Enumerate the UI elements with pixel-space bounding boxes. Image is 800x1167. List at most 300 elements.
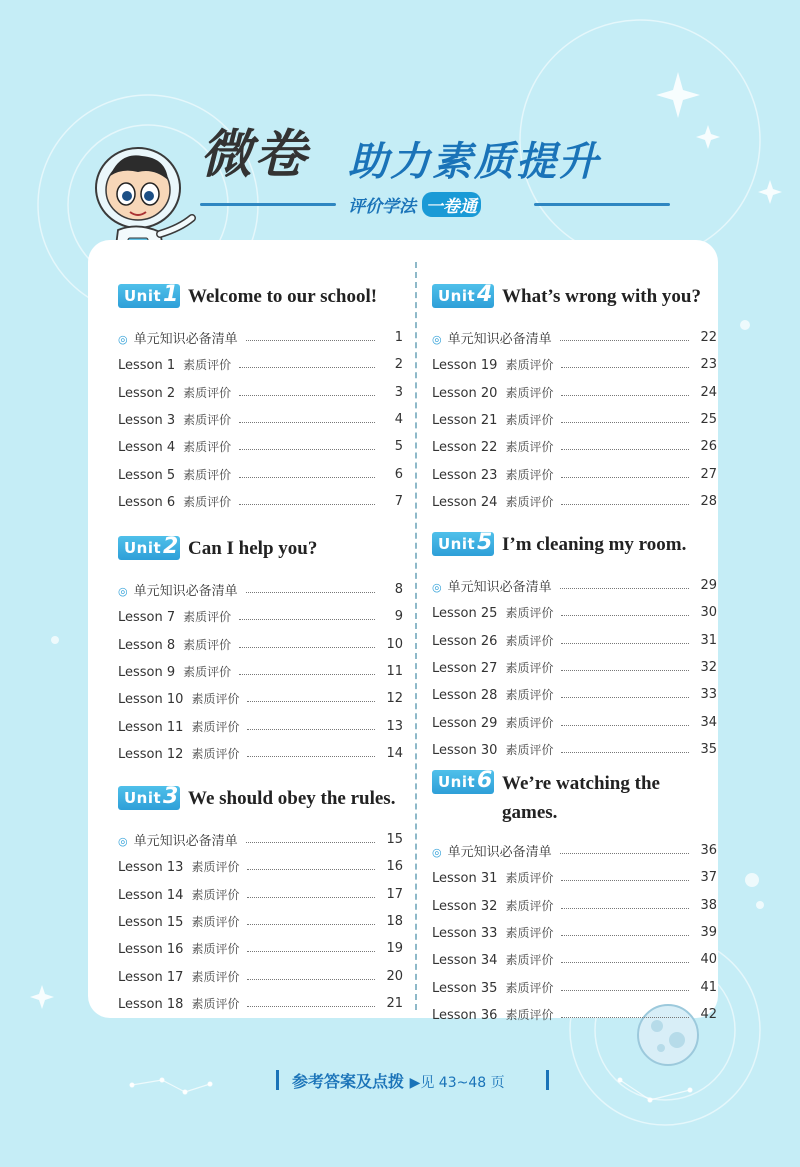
unit-row-list <box>432 837 717 1028</box>
page-number: 22 <box>700 330 717 346</box>
unit-title: Can I help you? <box>188 538 318 559</box>
row-kind: 素质评价 <box>183 467 232 482</box>
row-kind: 素质评价 <box>505 715 554 730</box>
row-label: Lesson 4 <box>118 440 176 456</box>
row-label-group <box>118 940 239 957</box>
unit-number: 6 <box>477 768 493 793</box>
page-number: 1 <box>394 330 403 346</box>
unit-badge-label: Unit <box>124 287 162 305</box>
unit-badge-label: Unit <box>438 535 476 553</box>
lesson-row[interactable] <box>432 379 717 406</box>
page-number: 25 <box>700 412 717 428</box>
lesson-row[interactable] <box>118 990 403 1017</box>
row-kind: 素质评价 <box>183 413 232 428</box>
lesson-row[interactable] <box>118 433 403 460</box>
row-label: Lesson 30 <box>432 742 498 758</box>
row-kind: 素质评价 <box>505 467 554 482</box>
row-kind: 素质评价 <box>505 871 554 886</box>
lesson-row[interactable] <box>432 736 717 763</box>
dot-leader <box>239 674 375 675</box>
dot-leader <box>247 869 375 870</box>
page-number: 36 <box>700 843 717 859</box>
lesson-row[interactable] <box>432 406 717 433</box>
row-label-group <box>432 384 553 401</box>
unit-badge <box>118 786 180 810</box>
dot-leader <box>561 1017 689 1018</box>
row-label-group <box>118 580 238 599</box>
unit-title: We should obey the rules. <box>188 788 396 809</box>
lesson-row[interactable] <box>432 708 717 735</box>
dot-leader <box>561 422 689 423</box>
dot-leader <box>560 853 689 854</box>
row-label-group <box>432 714 553 731</box>
row-label-group <box>432 356 553 373</box>
row-label: Lesson 18 <box>118 996 184 1012</box>
dot-leader <box>239 647 375 648</box>
row-kind: 素质评价 <box>183 610 232 625</box>
unit-section <box>432 284 717 515</box>
dot-leader <box>561 449 689 450</box>
page-number: 10 <box>386 636 403 652</box>
dot-leader <box>561 643 689 644</box>
row-label: Lesson 19 <box>432 358 498 374</box>
unit-header <box>432 768 717 823</box>
page-number: 17 <box>386 886 403 902</box>
lesson-row[interactable] <box>432 864 717 891</box>
page-number: 30 <box>700 605 717 621</box>
row-label-group <box>432 869 553 886</box>
row-kind: 素质评价 <box>505 688 554 703</box>
row-label-group <box>432 604 553 621</box>
row-label: Lesson 36 <box>432 1007 498 1023</box>
dot-leader <box>239 504 375 505</box>
unit-header <box>118 786 403 816</box>
dot-leader <box>239 395 375 396</box>
lesson-row[interactable] <box>118 631 403 658</box>
lesson-row[interactable] <box>118 658 403 685</box>
row-label-group <box>432 951 553 968</box>
row-label-group <box>432 493 553 510</box>
lesson-row[interactable] <box>118 962 403 989</box>
row-label-group <box>432 897 553 914</box>
page-number: 9 <box>394 609 403 625</box>
lesson-row[interactable] <box>118 488 403 515</box>
row-label-group <box>118 690 239 707</box>
page-number: 21 <box>386 995 403 1011</box>
row-label-group <box>118 356 231 373</box>
page-number: 39 <box>700 925 717 941</box>
lesson-row[interactable] <box>432 433 717 460</box>
lesson-row[interactable] <box>118 881 403 908</box>
row-kind: 素质评价 <box>505 606 554 621</box>
row-label-group <box>118 411 231 428</box>
row-label: 单元知识必备清单 <box>133 332 238 348</box>
row-label: 单元知识必备清单 <box>447 580 552 596</box>
row-label: Lesson 14 <box>118 887 184 903</box>
page-number: 24 <box>700 384 717 400</box>
subtitle-line-right <box>534 203 670 206</box>
row-label-group <box>432 438 553 455</box>
row-label: Lesson 5 <box>118 467 176 483</box>
row-label-group <box>118 968 239 985</box>
unit-number: 2 <box>163 534 179 559</box>
row-label: Lesson 29 <box>432 715 498 731</box>
unit-title: I’m cleaning my room. <box>502 534 687 555</box>
lesson-row[interactable] <box>432 973 717 1000</box>
lesson-row[interactable] <box>432 681 717 708</box>
row-kind: 素质评价 <box>505 633 554 648</box>
row-kind: 素质评价 <box>183 358 232 373</box>
page-number: 18 <box>386 914 403 930</box>
page-number: 37 <box>700 870 717 886</box>
page-number: 8 <box>394 582 403 598</box>
row-kind: 素质评价 <box>191 887 240 902</box>
dot-leader <box>247 897 375 898</box>
page-number: 28 <box>700 493 717 509</box>
unit-row-list <box>432 572 717 763</box>
unit-badge <box>118 284 180 308</box>
row-label-group <box>118 830 238 849</box>
row-label-group <box>432 841 552 860</box>
dot-leader <box>247 924 375 925</box>
row-label: Lesson 1 <box>118 358 176 374</box>
unit-section <box>118 786 403 1017</box>
row-kind: 素质评价 <box>505 413 554 428</box>
row-kind: 素质评价 <box>505 742 554 757</box>
row-label-group <box>118 384 231 401</box>
lesson-row[interactable] <box>432 599 717 626</box>
dot-leader <box>239 477 375 478</box>
answers-label: 参考答案及点拨 <box>292 1072 405 1091</box>
row-kind: 素质评价 <box>191 719 240 734</box>
row-kind: 素质评价 <box>183 637 232 652</box>
lesson-row[interactable] <box>118 935 403 962</box>
row-kind: 素质评价 <box>505 358 554 373</box>
row-label: Lesson 11 <box>118 719 184 735</box>
unit-number: 5 <box>477 530 493 555</box>
row-label-group <box>432 632 553 649</box>
page-number: 41 <box>700 979 717 995</box>
lesson-row[interactable] <box>118 351 403 378</box>
dot-leader <box>239 367 375 368</box>
row-label: Lesson 13 <box>118 860 184 876</box>
unit-section <box>118 284 403 515</box>
page-number: 4 <box>394 412 403 428</box>
row-label: Lesson 34 <box>432 953 498 969</box>
subtitle-line-left <box>200 203 336 206</box>
page-number: 38 <box>700 897 717 913</box>
unit-header <box>432 284 717 314</box>
unit-header <box>118 284 403 314</box>
dot-leader <box>560 340 689 341</box>
row-label: Lesson 33 <box>432 926 498 942</box>
row-label-group <box>432 659 553 676</box>
unit-badge-label: Unit <box>124 789 162 807</box>
row-kind: 素质评价 <box>505 898 554 913</box>
lesson-row[interactable] <box>118 908 403 935</box>
footer <box>270 1068 560 1094</box>
dot-leader <box>239 619 375 620</box>
lesson-row[interactable] <box>118 460 403 487</box>
row-label-group <box>118 466 231 483</box>
checklist-row[interactable] <box>432 572 717 599</box>
subtitle-badge: 一卷通 <box>422 192 481 217</box>
row-label: Lesson 21 <box>432 413 498 429</box>
page-number: 35 <box>700 741 717 757</box>
checklist-row[interactable] <box>432 837 717 864</box>
checklist-icon: ◎ <box>432 846 442 860</box>
page-number: 32 <box>700 660 717 676</box>
page-number: 5 <box>394 439 403 455</box>
unit-row-list <box>118 324 403 515</box>
page-number: 29 <box>700 578 717 594</box>
row-kind: 素质评价 <box>505 1007 554 1022</box>
dot-leader <box>561 697 689 698</box>
row-label: Lesson 9 <box>118 665 176 681</box>
dot-leader <box>561 990 689 991</box>
checklist-row[interactable] <box>118 324 403 351</box>
title-rest: 助力素质提升 <box>348 139 600 185</box>
page-number: 20 <box>386 968 403 984</box>
dot-leader <box>561 615 689 616</box>
row-label: 单元知识必备清单 <box>133 584 238 600</box>
row-kind: 素质评价 <box>191 942 240 957</box>
dot-leader <box>561 752 689 753</box>
unit-row-list <box>432 324 717 515</box>
row-label: 单元知识必备清单 <box>133 834 238 850</box>
unit-section <box>432 532 717 763</box>
row-kind: 素质评价 <box>505 926 554 941</box>
lesson-row[interactable] <box>118 406 403 433</box>
page-number: 33 <box>700 687 717 703</box>
unit-title: What’s wrong with you? <box>502 286 701 307</box>
row-label-group <box>432 411 553 428</box>
row-label: 单元知识必备清单 <box>447 845 552 861</box>
checklist-row[interactable] <box>118 826 403 853</box>
row-label: Lesson 23 <box>432 467 498 483</box>
unit-section <box>432 770 717 1028</box>
row-kind: 素质评价 <box>191 996 240 1011</box>
dot-leader <box>561 725 689 726</box>
unit-badge <box>432 770 494 794</box>
unit-badge <box>118 536 180 560</box>
lesson-row[interactable] <box>118 853 403 880</box>
row-label: Lesson 12 <box>118 746 184 762</box>
row-label: Lesson 24 <box>432 494 498 510</box>
row-kind: 素质评价 <box>191 692 240 707</box>
dot-leader <box>239 422 375 423</box>
dot-leader <box>561 367 689 368</box>
row-label-group <box>432 979 553 996</box>
row-label-group <box>118 745 239 762</box>
row-label: Lesson 17 <box>118 969 184 985</box>
page-number: 3 <box>394 384 403 400</box>
lesson-row[interactable] <box>432 919 717 946</box>
row-label: Lesson 31 <box>432 871 498 887</box>
dot-leader <box>239 449 375 450</box>
row-kind: 素质评价 <box>505 440 554 455</box>
row-kind: 素质评价 <box>505 385 554 400</box>
row-kind: 素质评价 <box>183 440 232 455</box>
row-kind: 素质评价 <box>505 980 554 995</box>
checklist-icon: ◎ <box>118 585 128 599</box>
row-label-group <box>118 886 239 903</box>
page-number: 23 <box>700 357 717 373</box>
page-number: 12 <box>386 691 403 707</box>
page-number: 42 <box>700 1006 717 1022</box>
page-number: 11 <box>386 664 403 680</box>
row-label: Lesson 16 <box>118 942 184 958</box>
lesson-row[interactable] <box>432 488 717 515</box>
checklist-icon: ◎ <box>432 581 442 595</box>
checklist-icon: ◎ <box>118 835 128 849</box>
row-kind: 素质评价 <box>183 494 232 509</box>
row-label: Lesson 32 <box>432 898 498 914</box>
row-label: Lesson 25 <box>432 606 498 622</box>
row-label: Lesson 3 <box>118 413 176 429</box>
row-kind: 素质评价 <box>191 915 240 930</box>
title-main: 微卷 <box>200 125 309 185</box>
checklist-icon: ◎ <box>432 333 442 347</box>
page-number: 6 <box>394 466 403 482</box>
row-label-group <box>118 608 231 625</box>
row-kind: 素质评价 <box>191 860 240 875</box>
row-label: Lesson 35 <box>432 980 498 996</box>
row-label: Lesson 28 <box>432 688 498 704</box>
lesson-row[interactable] <box>432 460 717 487</box>
lesson-row[interactable] <box>432 1001 717 1028</box>
dot-leader <box>561 908 689 909</box>
lesson-row[interactable] <box>432 654 717 681</box>
row-label-group <box>118 995 239 1012</box>
row-label: Lesson 27 <box>432 661 498 677</box>
lesson-row[interactable] <box>118 740 403 767</box>
row-kind: 素质评价 <box>183 665 232 680</box>
page-number: 13 <box>386 718 403 734</box>
header-subtitle-row <box>200 192 670 216</box>
dot-leader <box>246 842 375 843</box>
row-kind: 素质评价 <box>183 385 232 400</box>
page-number: 15 <box>386 832 403 848</box>
dot-leader <box>247 701 375 702</box>
unit-number: 3 <box>163 784 179 809</box>
unit-section <box>118 536 403 767</box>
subtitle-text: 评价学法 <box>348 197 416 217</box>
row-label-group <box>118 438 231 455</box>
dot-leader <box>561 935 689 936</box>
unit-row-list <box>118 826 403 1017</box>
row-label: Lesson 8 <box>118 637 176 653</box>
page-number: 40 <box>700 952 717 968</box>
checklist-row[interactable] <box>118 576 403 603</box>
row-label-group <box>118 663 231 680</box>
dot-leader <box>561 395 689 396</box>
page-number: 2 <box>394 357 403 373</box>
checklist-row[interactable] <box>432 324 717 351</box>
unit-title: We’re watching the games. <box>502 773 660 823</box>
row-label: Lesson 6 <box>118 494 176 510</box>
row-label-group <box>432 924 553 941</box>
unit-badge-label: Unit <box>438 773 476 791</box>
row-kind: 素质评价 <box>191 746 240 761</box>
unit-badge-label: Unit <box>124 539 162 557</box>
row-label: Lesson 10 <box>118 692 184 708</box>
row-label: Lesson 7 <box>118 610 176 626</box>
lesson-row[interactable] <box>118 603 403 630</box>
page-number: 31 <box>700 632 717 648</box>
checklist-icon: ◎ <box>118 333 128 347</box>
lesson-row[interactable] <box>432 627 717 654</box>
page-number: 19 <box>386 941 403 957</box>
unit-row-list <box>118 576 403 767</box>
row-kind: 素质评价 <box>505 953 554 968</box>
dot-leader <box>561 962 689 963</box>
page-number: 26 <box>700 439 717 455</box>
page-number: 27 <box>700 466 717 482</box>
lesson-row[interactable] <box>118 712 403 739</box>
row-label-group <box>118 328 238 347</box>
footer-text <box>292 1069 505 1092</box>
dot-leader <box>246 340 375 341</box>
row-label-group <box>432 741 553 758</box>
page-number: 14 <box>386 745 403 761</box>
row-kind: 素质评价 <box>191 969 240 984</box>
dot-leader <box>247 1006 375 1007</box>
row-kind: 素质评价 <box>505 494 554 509</box>
dot-leader <box>246 592 375 593</box>
row-label-group <box>432 576 552 595</box>
lesson-row[interactable] <box>432 351 717 378</box>
dot-leader <box>560 588 689 589</box>
column-divider <box>415 262 417 1010</box>
unit-number: 1 <box>163 282 179 307</box>
dot-leader <box>247 951 375 952</box>
row-label-group <box>118 718 239 735</box>
dot-leader <box>561 880 689 881</box>
lesson-row[interactable] <box>118 379 403 406</box>
footer-bar-right <box>546 1070 549 1090</box>
dot-leader <box>561 504 689 505</box>
row-label-group <box>118 858 239 875</box>
dot-leader <box>247 756 375 757</box>
page-number: 7 <box>394 493 403 509</box>
lesson-row[interactable] <box>432 946 717 973</box>
row-label: Lesson 26 <box>432 633 498 649</box>
unit-badge <box>432 284 494 308</box>
unit-badge <box>432 532 494 556</box>
unit-header <box>118 536 403 566</box>
row-label-group <box>432 1006 553 1023</box>
dot-leader <box>561 670 689 671</box>
dot-leader <box>561 477 689 478</box>
row-label: Lesson 22 <box>432 440 498 456</box>
page-number: 16 <box>386 859 403 875</box>
lesson-row[interactable] <box>432 892 717 919</box>
dot-leader <box>247 979 375 980</box>
unit-title: Welcome to our school! <box>188 286 378 307</box>
unit-header <box>432 532 717 562</box>
footer-bar-left <box>276 1070 279 1090</box>
row-kind: 素质评价 <box>505 661 554 676</box>
header-subtitle <box>348 192 481 217</box>
row-label-group <box>118 493 231 510</box>
unit-number: 4 <box>477 282 493 307</box>
page-number: 34 <box>700 714 717 730</box>
lesson-row[interactable] <box>118 685 403 712</box>
row-label: Lesson 15 <box>118 915 184 931</box>
row-label-group <box>432 686 553 703</box>
row-label-group <box>432 328 552 347</box>
